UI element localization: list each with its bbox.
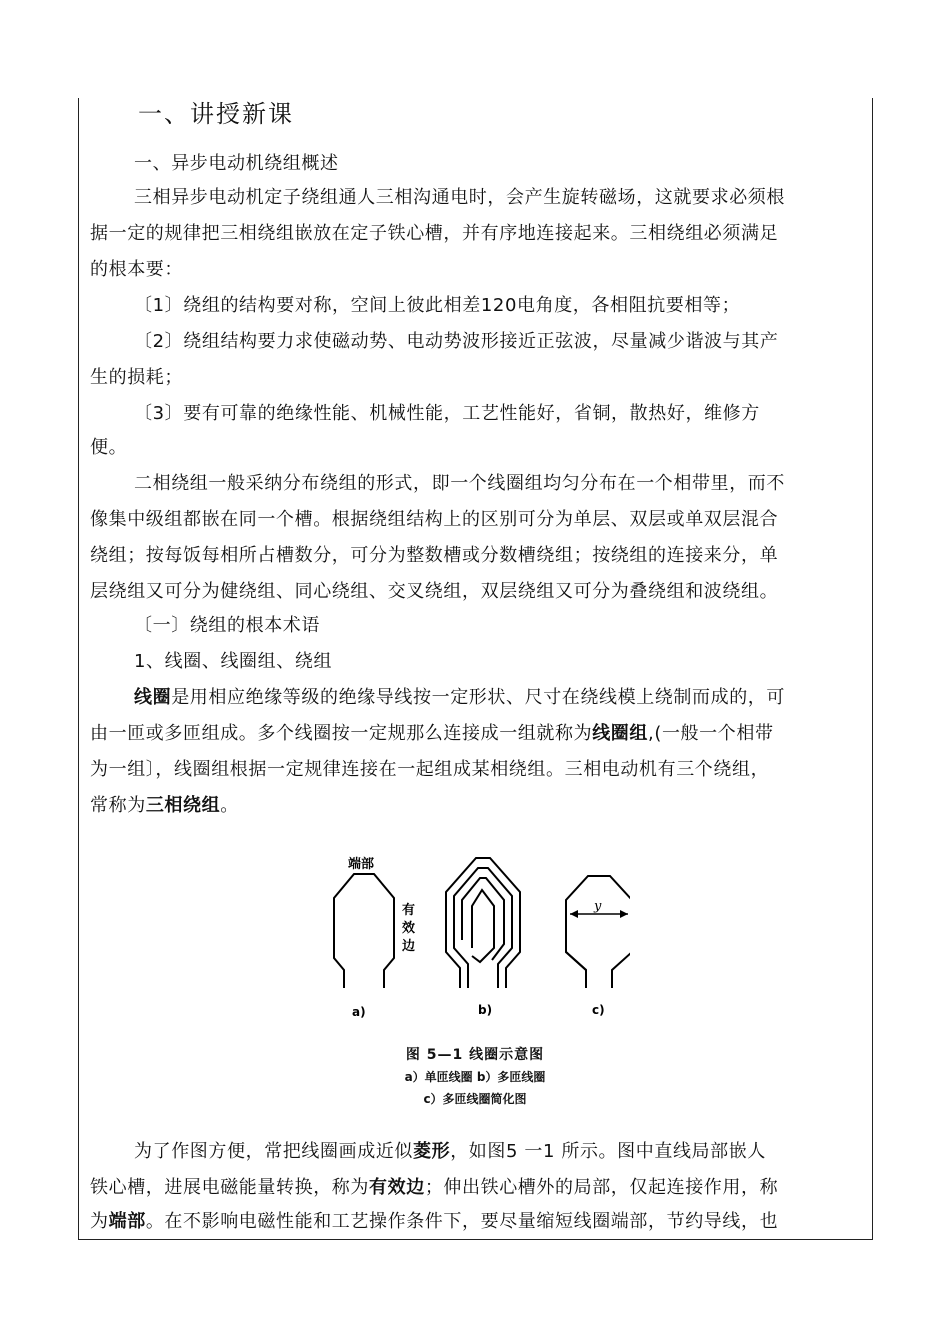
figure-subcaption-1: a）单匝线圈 b）多匝线圈 [404,1070,546,1084]
label-span-y: y [594,899,602,914]
label-c: c) [592,1003,605,1017]
paragraph-line: 的根本要： [90,259,183,280]
subsection-title: 1、线圈、线圈组、绕组 [134,651,333,672]
term-rhombus: 菱形 [413,1141,451,1162]
multi-turn-coil [446,858,520,988]
section-heading: 一、讲授新课 [138,100,294,128]
term-end-part: 端部 [108,1211,146,1232]
paragraph-line: 二相绕组一般采纳分布绕组的形式，即一个线圈组均匀分布在一个相带里，而不 [134,473,785,494]
paragraph-line: 为端部。在不影响电磁性能和工艺操作条件下，要尽量缩短线圈端部，节约导线，也 [90,1211,779,1232]
requirement-1: 〔1〕绕组的结构要对称，空间上彼此相差120电角度，各相阻抗要相等； [134,295,741,316]
label-effective-side-2: 效 [402,921,416,936]
paragraph-line: 层绕组又可分为健绕组、同心绕组、交叉绕组，双层绕组又可分为叠绕组和波绕组。 [90,581,779,602]
paragraph-line: 铁心槽，进展电磁能量转换，称为有效边；伸出铁心槽外的局部，仅起连接作用，称 [90,1177,779,1198]
single-turn-coil [334,874,394,988]
label-b: b) [478,1003,493,1017]
paragraph-line: 为了作图方便，常把线圈画成近似菱形，如图5 一1 所示。图中直线局部嵌人 [134,1141,766,1162]
paragraph-line: 线圈是用相应绝缘等级的绝缘导线按一定形状、尺寸在绕线模上绕制而成的，可 [134,687,785,708]
figure-caption: 图 5—1 线圈示意图 [405,1047,545,1063]
simplified-coil [566,876,630,988]
paragraph-line: 为一组〕，线圈组根据一定规律连接在一起组成某相绕组。三相电动机有三个绕组， [90,759,770,780]
figure-subcaption-2: c）多匝线圈简化图 [423,1092,527,1106]
paragraph-line: 便。 [90,437,128,458]
label-effective-side-1: 有 [402,903,416,918]
term-effective-side: 有效边 [369,1177,425,1198]
coil-diagram-figure [330,848,630,1028]
paragraph-line: 三相异步电动机定子绕组通人三相沟通电时，会产生旋转磁场，这就要求必须根 [134,187,785,208]
requirement-3: 〔3〕要有可靠的绝缘性能、机械性能，工艺性能好，省铜，散热好，维修方 [134,403,760,424]
paragraph-line: 由一匝或多匝组成。多个线圈按一定规那么连接成一组就称为线圈组,(一般一个相带 [90,723,774,744]
term-three-phase-winding: 三相绕组 [145,795,221,816]
paragraph-line: 据一定的规律把三相绕组嵌放在定子铁心槽，并有序地连接起来。三相绕组必须满足 [90,223,779,244]
paragraph-line: 生的损耗； [90,367,183,388]
term-coil: 线圈 [134,687,172,708]
subsection-title: 〔一〕绕组的根本术语 [134,615,320,636]
label-a: a) [352,1005,366,1019]
label-effective-side-3: 边 [402,939,416,954]
paragraph-line: 像集中级组都嵌在同一个槽。根据绕组结构上的区别可分为单层、双层或单双层混合 [90,509,779,530]
label-end-part: 端部 [348,857,375,872]
paragraph-line: 常称为三相绕组。 [90,795,239,816]
term-coil-group: 线圈组 [592,723,649,744]
requirement-2: 〔2〕绕组结构要力求使磁动势、电动势波形接近正弦波，尽量减少谐波与其产 [134,331,779,352]
subsection-title: 一、异步电动机绕组概述 [134,153,339,174]
paragraph-line: 绕组；按每饭每相所占槽数分，可分为整数槽或分数槽绕组；按绕组的连接来分，单 [90,545,779,566]
